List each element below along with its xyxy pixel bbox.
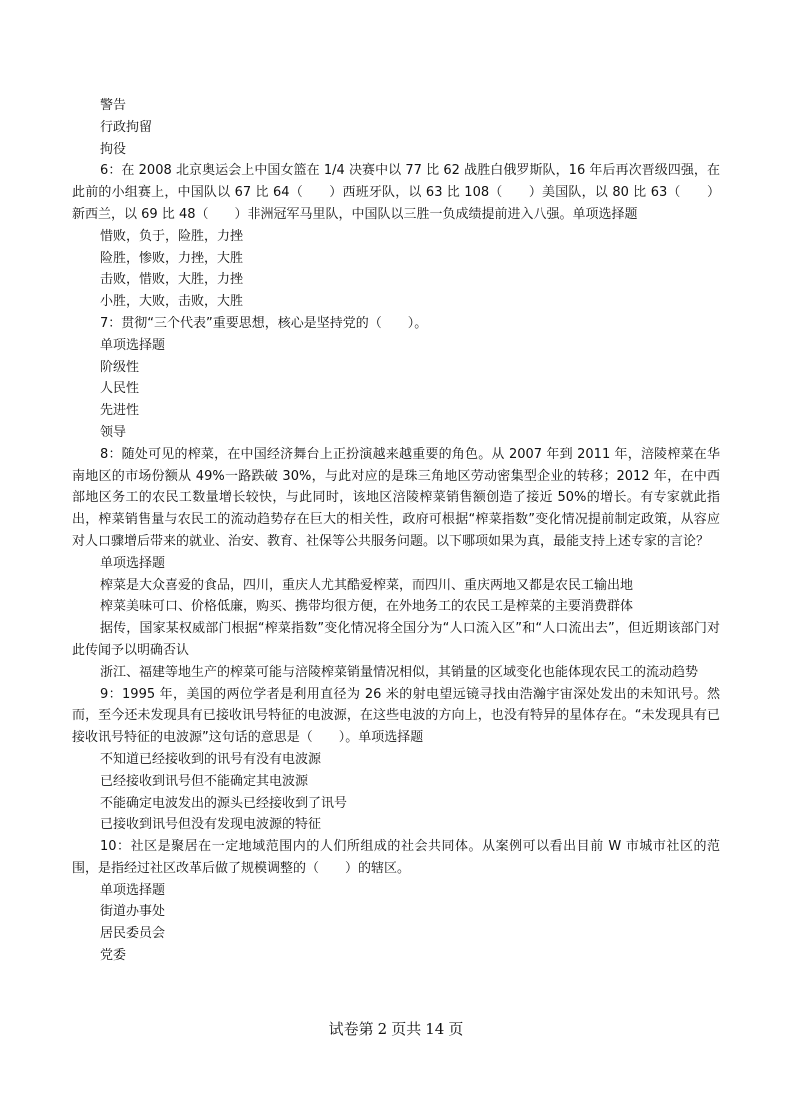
question-type-label: 单项选择题 bbox=[100, 882, 166, 898]
option-text: 拘役 bbox=[100, 141, 127, 157]
question-7: 7：贯彻“三个代表”重要思想，核心是坚持党的（ ）。 bbox=[100, 315, 428, 331]
option-text: 人民性 bbox=[100, 381, 140, 397]
option-text: 榨菜美味可口、价格低廉，购买、携带均很方便，在外地务工的农民工是榨菜的主要消费群体 bbox=[100, 599, 634, 615]
option-text: 领导 bbox=[100, 424, 127, 440]
option-text: 已接收到讯号但没有发现电波源的特征 bbox=[100, 817, 322, 833]
document-body bbox=[72, 95, 720, 967]
option-text: 党委 bbox=[100, 948, 127, 964]
page-footer bbox=[0, 1018, 792, 1039]
option-text: 警告 bbox=[100, 98, 127, 113]
question-10: 10：社区是聚居在一定地域范围内的人们所组成的社会共同体。从案例可以看出目前 W 市城市社区的范围，是指经过社区改革后做了规模调整的（ ）的辖区。 bbox=[72, 839, 720, 876]
option-text: 小胜，大败，击败，大胜 bbox=[100, 294, 244, 310]
option-text: 据传，国家某权威部门根据“榨菜指数”变化情况将全国分为“人口流入区”和“人口流出去”，但近期该部门对此传闻予以明确否认 bbox=[72, 621, 720, 658]
page-total: 14 bbox=[425, 1020, 445, 1038]
option-text: 险胜，惨败，力挫，大胜 bbox=[100, 250, 244, 266]
option-text: 不知道已经接收到的讯号有没有电波源 bbox=[100, 751, 322, 767]
option-text: 惜败，负于，险胜，力挫 bbox=[100, 228, 244, 244]
option-text: 居民委员会 bbox=[100, 926, 166, 942]
option-text: 先进性 bbox=[100, 403, 140, 419]
option-text: 已经接收到讯号但不能确定其电波源 bbox=[100, 773, 309, 789]
option-text: 阶级性 bbox=[100, 359, 140, 375]
question-6: 6：在 2008 北京奥运会上中国女篮在 1/4 决赛中以 77 比 62 战胜白俄罗斯队，16 年后再次晋级四强，在此前的小组赛上，中国队以 67 比 64（ ）西班牙队，以 63 比 108（ ）美国队，以 80 比 63（ ）新西兰，以 69 比 48（ ）非洲冠军马里队，中国队以三胜一负成绩提前进入八强。单项选择题 bbox=[72, 163, 720, 222]
question-type-label: 单项选择题 bbox=[100, 337, 166, 353]
option-text: 榨菜是大众喜爱的食品，四川，重庆人尤其酷爱榨菜，而四川、重庆两地又都是农民工输出地 bbox=[100, 577, 634, 593]
option-text: 不能确定电波发出的源头已经接收到了讯号 bbox=[100, 795, 348, 811]
footer-prefix: 试卷第 bbox=[328, 1020, 374, 1038]
page-number: 2 bbox=[377, 1020, 388, 1038]
footer-suffix: 页 bbox=[448, 1020, 464, 1038]
footer-middle: 页共 bbox=[391, 1020, 422, 1038]
question-type-label: 单项选择题 bbox=[100, 555, 166, 571]
option-text: 街道办事处 bbox=[100, 904, 166, 920]
question-9: 9：1995 年，美国的两位学者是利用直径为 26 米的射电望远镜寻找由浩瀚宇宙深处发出的未知讯号。然而，至今还未发现具有已接收讯号特征的电波源，在这些电波的方向上，也没有特异的星体存在。“未发现具有已接收讯号特征的电波源”这句话的意思是（ ）。单项选择题 bbox=[72, 686, 720, 746]
option-text: 击败，惜败，大胜，力挫 bbox=[100, 272, 244, 288]
option-text: 浙江、福建等地生产的榨菜可能与涪陵榨菜销量情况相似，其销量的区域变化也能体现农民工的流动趋势 bbox=[100, 664, 699, 680]
option-text: 行政拘留 bbox=[100, 119, 153, 135]
question-8: 8：随处可见的榨菜，在中国经济舞台上正扮演越来越重要的角色。从 2007 年到 2011 年，涪陵榨菜在华南地区的市场份额从 49%一路跌破 30%，与此对应的是珠三角地区劳动密集型企业的转移；2012 年，在中西部地区务工的农民工数量增长较快，与此同时，该地区涪陵榨菜销售额创造了接近 50%的增长。有专家就此指出，榨菜销售量与农民工的流动趋势存在巨大的相关性，政府可根据“榨菜指数”变化情况提前制定政策，从容应对人口骤增后带来的就业、治安、教育、社保等公共服务问题。以下哪项如果为真，最能支持上述专家的言论？ bbox=[72, 446, 720, 549]
